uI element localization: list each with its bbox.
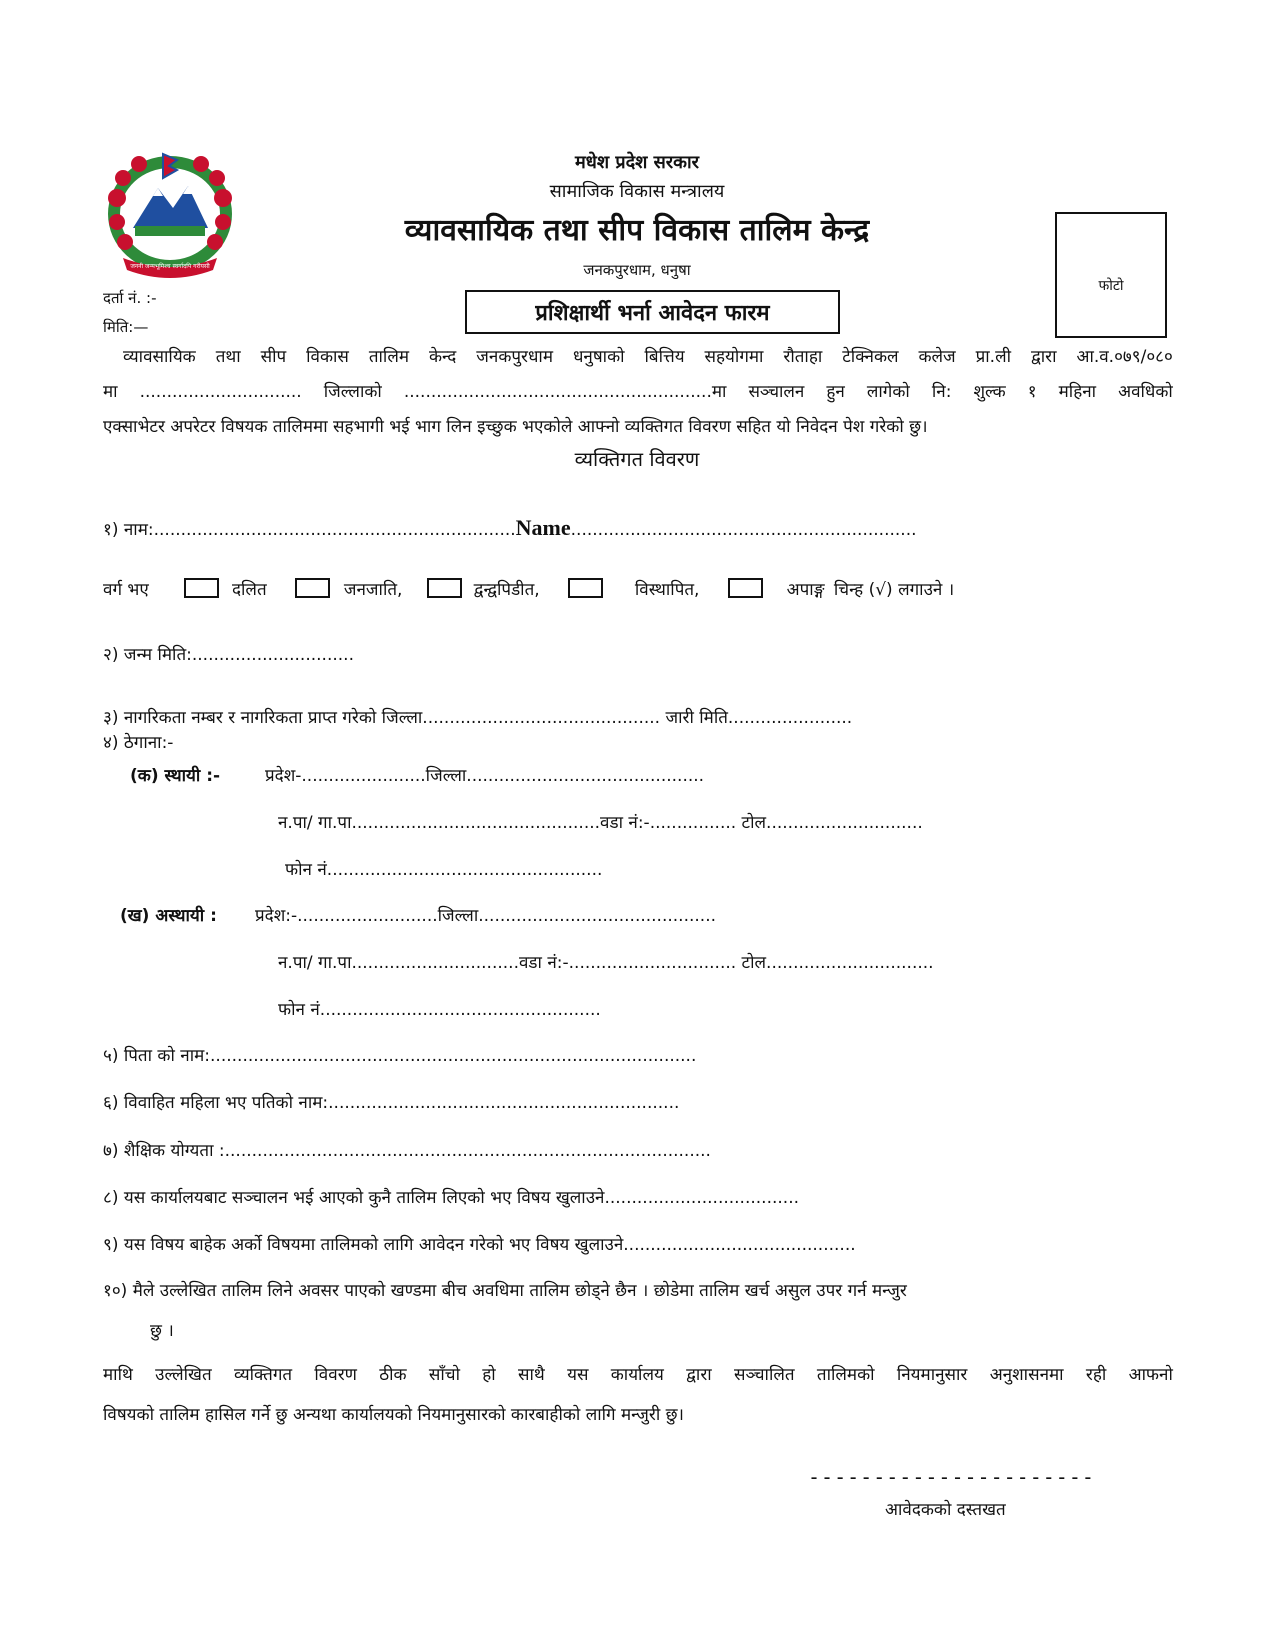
label-dalit: दलित — [232, 580, 267, 600]
declaration-row-2: विषयको तालिम हासिल गर्ने छु अन्यथा कार्यालयको नियमानुसारको कारबाहीको लागि मन्जुरी छु। — [103, 1405, 684, 1425]
page-title: व्यावसायिक तथा सीप विकास तालिम केन्द्र — [404, 213, 870, 248]
commitment-line-2: छु । — [150, 1321, 174, 1341]
temporary-phone: फोन नं.................................................... — [278, 1000, 601, 1020]
name-dots: ................................................................... — [153, 520, 516, 540]
name-field: १) नाम:...................................................................Name................................................................ — [103, 515, 917, 540]
photo-box — [1055, 212, 1167, 338]
intro-row-3: एक्साभेटर अपरेटर विषयक तालिममा सहभागी भई भाग लिन इच्छुक भएकोले आफ्नो व्यक्तिगत विवरण सहित यो निवेदन पेश गरेको छु। — [103, 417, 928, 437]
checkbox-conflict-victim[interactable] — [427, 578, 462, 598]
declaration-paragraph — [103, 1355, 1173, 1435]
checkbox-disabled[interactable] — [728, 578, 763, 598]
permanent-municipality-ward: न.पा/ गा.पा..............................................वडा नं:-................ टोल............................. — [278, 813, 923, 833]
label-disabled: अपाङ्ग — [786, 580, 825, 600]
citizenship-field: ३) नागरिकता नम्बर र नागरिकता प्राप्त गरेको जिल्ला............................................ जारी मिति....................... — [103, 708, 853, 728]
category-row — [103, 577, 954, 600]
commitment-line-1: १०) मैले उल्लेखित तालिम लिने अवसर पाएको खण्डमा बीच अवधिमा तालिम छोड्ने छैन । छोडेमा तालिम खर्च असुल उपर गर्न मन्जुर — [103, 1281, 907, 1301]
date-field: मिति:— — [103, 318, 149, 336]
nepal-emblem — [103, 148, 238, 280]
intro-row-1: व्यावसायिक तथा सीप विकास तालिम केन्द जनकपुरधाम धनुषाको बित्तिय सहयोगमा रौताहा टेक्निकल कलेज प्रा.ली द्वारा आ.व.०७९/०८० — [123, 347, 1173, 367]
category-label: वर्ग भए — [103, 580, 149, 600]
temporary-municipality-ward: न.पा/ गा.पा...............................वडा नं:-............................... टोल............................... — [278, 953, 934, 973]
registration-number: दर्ता नं. :- — [103, 289, 157, 307]
other-application-field: ९) यस विषय बाहेक अर्को विषयमा तालिमको लागि आवेदन गरेको भए विषय खुलाउने........................................... — [103, 1235, 856, 1255]
father-name-field: ५) पिता को नाम:.......................................................................................... — [103, 1046, 697, 1066]
intro-paragraph — [103, 340, 1173, 445]
name-label: १) नाम: — [103, 520, 154, 540]
label-displaced: विस्थापित, — [634, 580, 700, 600]
name-value: Name — [515, 515, 571, 540]
checkbox-displaced[interactable] — [568, 578, 603, 598]
section-heading: व्यक्तिगत विवरण — [574, 447, 700, 471]
form-title: प्रशिक्षार्थी भर्ना आवेदन फारम — [465, 290, 840, 334]
declaration-row-1: माथि उल्लेखित व्यक्तिगत विवरण ठीक साँचो हो साथै यस कार्यालय द्वारा सञ्चालित तालिमको नियमानुसार अनुशासनमा रही आफनो — [103, 1365, 1173, 1385]
dob-field: २) जन्म मिति:.............................. — [103, 645, 354, 665]
permanent-address-label: (क) स्थायी :- — [130, 766, 221, 786]
checkbox-dalit[interactable] — [184, 578, 219, 598]
temporary-province-district: प्रदेश:-..........................जिल्ला............................................ — [255, 906, 717, 926]
checkbox-janajati[interactable] — [295, 578, 330, 598]
svg-text:जननी जन्मभूमिश्च स्वर्गादपि गर: जननी जन्मभूमिश्च स्वर्गादपि गरीयसी — [130, 263, 210, 270]
temporary-address-label: (ख) अस्थायी : — [120, 906, 217, 926]
label-janajati: जनजाति, — [343, 580, 403, 600]
label-conflict-victim: द्वन्द्वपिडीत, — [473, 580, 540, 600]
photo-label: फोटो — [1098, 278, 1124, 294]
ministry-name: सामाजिक विकास मन्त्रालय — [549, 181, 725, 202]
address-label: ४) ठेगाना:- — [103, 733, 174, 753]
husband-name-field: ६) विवाहित महिला भए पतिको नाम:................................................................. — [103, 1093, 680, 1113]
signature-line: ---------------------- — [808, 1465, 1095, 1489]
intro-row-2: मा .............................. जिल्लाको .........................................................मा सञ्चालन हुन लागेको नि: शुल्क १ महिना अवधिको — [103, 382, 1173, 402]
signature-label: आवेदकको दस्तखत — [885, 1500, 1006, 1520]
province-government: मधेश प्रदेश सरकार — [574, 152, 700, 173]
location-text: जनकपुरधाम, धनुषा — [583, 261, 691, 279]
previous-training-field: ८) यस कार्यालयबाट सञ्चालन भई आएको कुनै तालिम लिएको भए विषय खुलाउने.................................... — [103, 1188, 799, 1208]
education-field: ७) शैक्षिक योग्यता :.......................................................................................... — [103, 1141, 711, 1161]
permanent-phone: फोन नं................................................... — [285, 860, 603, 880]
permanent-province-district: प्रदेश-.......................जिल्ला............................................ — [265, 766, 705, 786]
category-instruction: चिन्ह (√) लगाउने । — [833, 580, 955, 600]
